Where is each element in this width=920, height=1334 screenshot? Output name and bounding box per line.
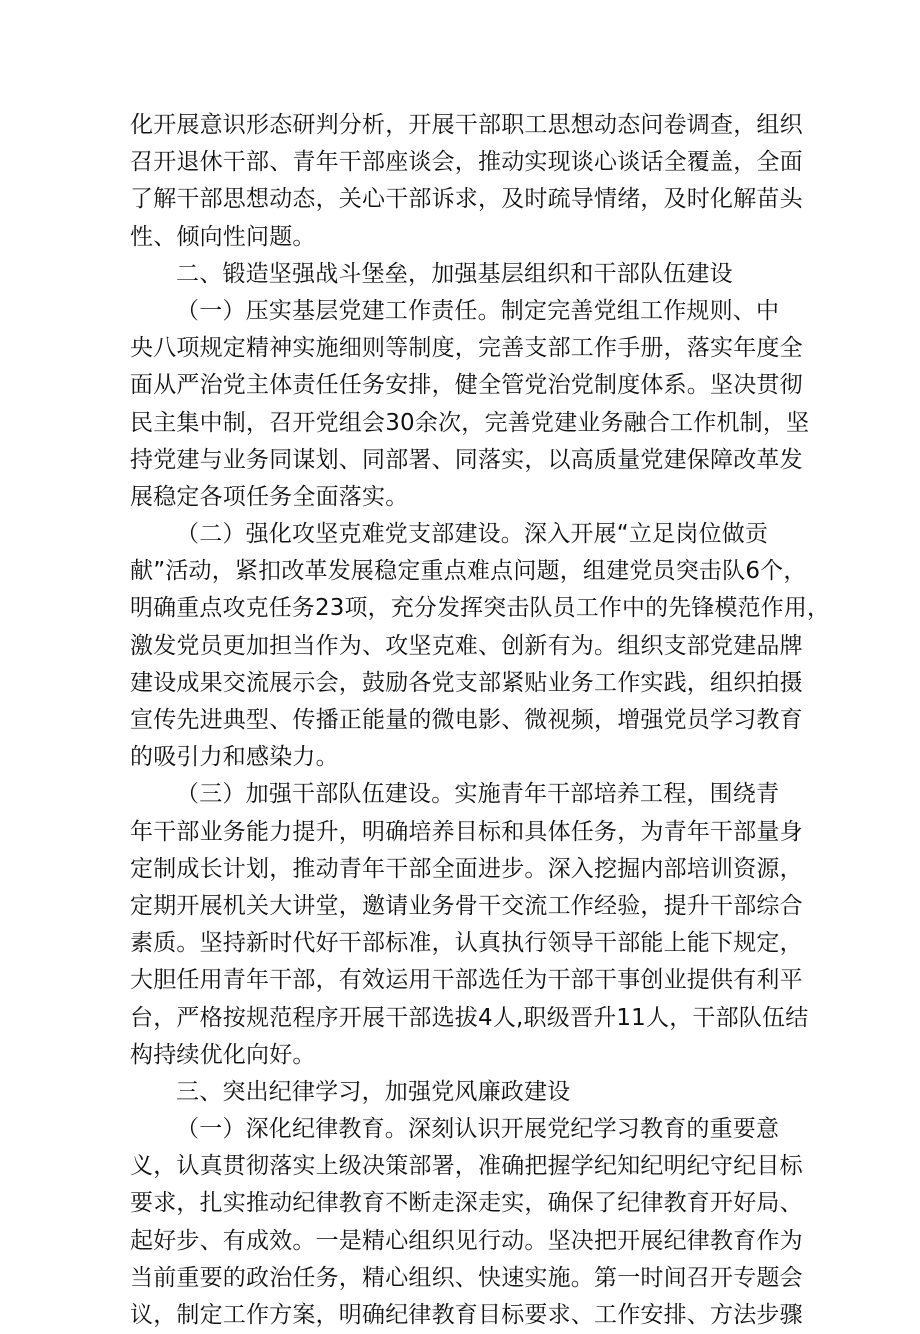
text-line: 的吸引力和感染力。 (130, 744, 339, 771)
text-line: 起好步、有成效。一是精心组织见行动。坚决把开展纪律教育作为 (130, 1227, 803, 1254)
text-line: 要求，扎实推动纪律教育不断走深走实，确保了纪律教育开好局、 (130, 1190, 803, 1217)
text-line: 大胆任用青年干部，有效运用干部选任为干部干事创业提供有利平 (130, 967, 803, 994)
text-line: 民主集中制，召开党组会30余次，完善党建业务融合工作机制，坚 (130, 409, 810, 436)
text-line: 展稳定各项任务全面落实。 (130, 483, 409, 510)
text-line: 化开展意识形态研判分析，开展干部职工思想动态问卷调查，组织 (130, 112, 803, 138)
text-line: 了解干部思想动态，关心干部诉求，及时疏导情绪，及时化解苗头 (130, 186, 803, 213)
text-line: 二、锻造坚强战斗堡垒，加强基层组织和干部队伍建设 (176, 260, 733, 287)
text-line: 央八项规定精神实施细则等制度，完善支部工作手册，落实年度全 (130, 335, 803, 362)
text-line: 激发党员更加担当作为、攻坚克难、创新有为。组织支部党建品牌 (130, 632, 803, 659)
text-line: 当前重要的政治任务，精心组织、快速实施。第一时间召开专题会 (130, 1264, 803, 1291)
text-line: （一）深化纪律教育。深刻认识开展党纪学习教育的重要意 (176, 1116, 780, 1143)
text-line: 构持续优化向好。 (130, 1041, 316, 1068)
text-line: 定制成长计划，推动青年干部全面进步。深入挖掘内部培训资源， (130, 855, 803, 882)
text-line: 面从严治党主体责任任务安排，健全管党治党制度体系。坚决贯彻 (130, 372, 803, 399)
text-line: 持党建与业务同谋划、同部署、同落实，以高质量党建保障改革发 (130, 446, 803, 473)
text-line: 议，制定工作方案，明确纪律教育目标要求、工作安排、方法步骤 (130, 1302, 803, 1328)
text-line: 建设成果交流展示会，鼓励各党支部紧贴业务工作实践，组织拍摄 (130, 669, 803, 696)
text-line: 素质。坚持新时代好干部标准，认真执行领导干部能上能下规定， (130, 930, 803, 957)
text-line: 献”活动，紧扣改革发展稳定重点难点问题，组建党员突击队6个， (130, 558, 807, 585)
text-line: 宣传先进典型、传播正能量的微电影、微视频，增强党员学习教育 (130, 707, 803, 733)
text-line: （三）加强干部队伍建设。实施青年干部培养工程，围绕青 (176, 781, 780, 808)
text-line: 召开退休干部、青年干部座谈会，推动实现谈心谈话全覆盖，全面 (130, 149, 803, 176)
document-body (130, 107, 830, 1334)
text-line: 三、突出纪律学习，加强党风廉政建设 (176, 1078, 571, 1105)
text-line: （一）压实基层党建工作责任。制定完善党组工作规则、中 (176, 297, 780, 324)
text-line: 义，认真贯彻落实上级决策部署，准确把握学纪知纪明纪守纪目标 (130, 1153, 803, 1180)
text-line: （二）强化攻坚克难党支部建设。深入开展“立足岗位做贡 (176, 521, 769, 548)
text-line: 明确重点攻克任务23项，充分发挥突击队员工作中的先锋模范作用， (130, 595, 831, 622)
text-line: 台，严格按规范程序开展干部选拔4人,职级晋升11人，干部队伍结 (130, 1004, 809, 1031)
text-line: 性、倾向性问题。 (130, 223, 316, 250)
text-line: 年干部业务能力提升，明确培养目标和具体任务，为青年干部量身 (130, 818, 803, 845)
text-line: 定期开展机关大讲堂，邀请业务骨干交流工作经验，提升干部综合 (130, 892, 803, 919)
